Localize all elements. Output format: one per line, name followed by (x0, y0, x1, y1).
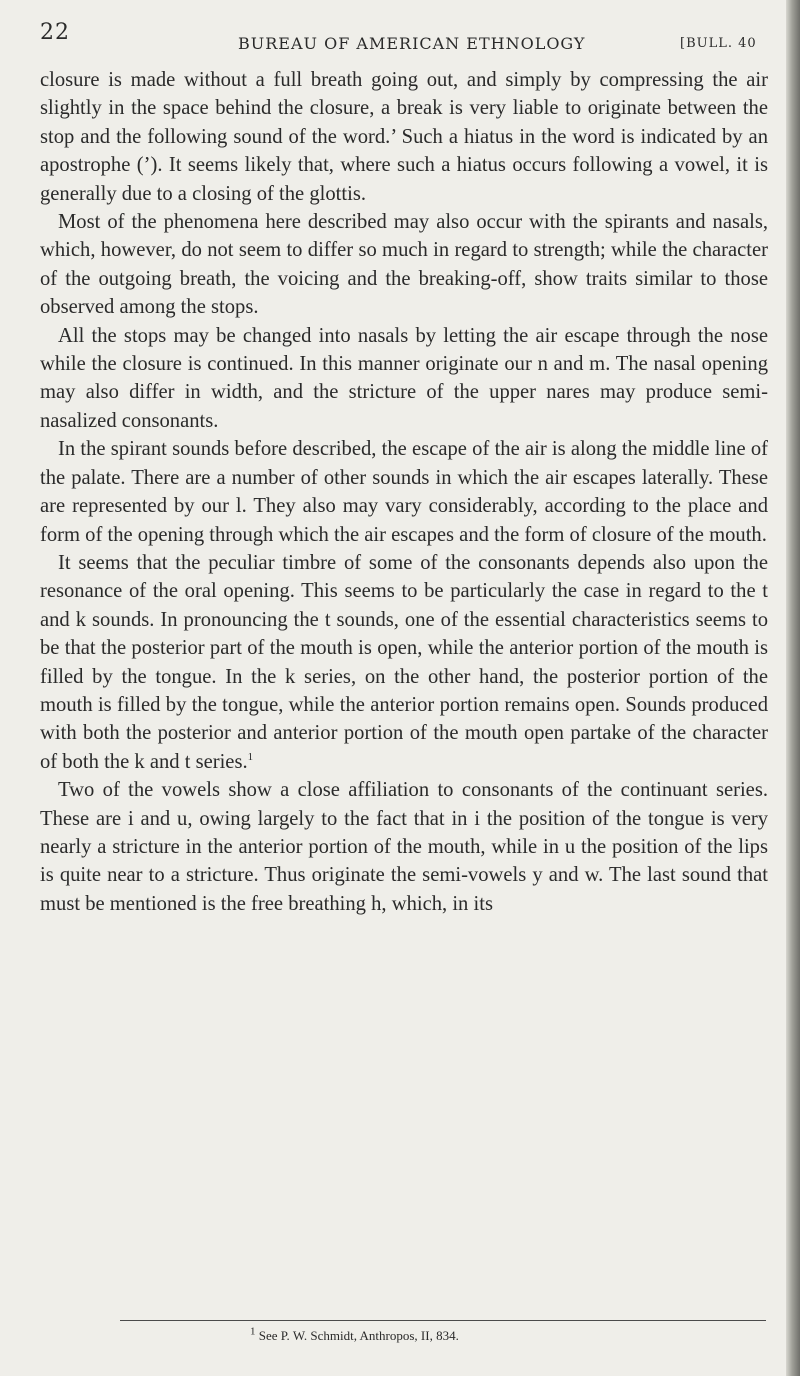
paragraph-text: All the stops may be changed into nasals by letting the air escape through the nose while the closure is continued. In this manner originate our n and m. The nasal opening may also differ in width, and the stricture of the upper nares may produce semi-nasalized consonants. (40, 324, 768, 432)
footnote-reference[interactable]: 1 (247, 750, 254, 763)
paragraph (40, 435, 768, 549)
footnote-text: See P. W. Schmidt, Anthropos, II, 834. (258, 1328, 459, 1343)
footnote-divider (120, 1320, 766, 1321)
footnote (250, 1325, 459, 1344)
paragraph-text: Two of the vowels show a close affiliation to consonants of the continuant series. These are i and u, owing largely to the fact that in i the position of the tongue is very nearly a stricture in the anterior portion of the mouth, while in u the position of the lips is quite near to a stricture. Thus originate the semi-vowels y and w. The last sound that must be mentioned is the free breathing h, which, in its (40, 779, 768, 915)
bulletin-number: [BULL. 40 (680, 36, 757, 51)
body-text (40, 66, 768, 918)
page-edge (786, 0, 800, 1376)
paragraph (40, 208, 768, 322)
paragraph (40, 776, 768, 918)
paragraph (40, 66, 768, 208)
paragraph (40, 322, 768, 436)
page-number: 22 (40, 20, 70, 45)
paragraph-text: In the spirant sounds before described, the escape of the air is along the middle line of the palate. There are a number of other sounds in which the air escapes laterally. These are represented by our l. They also may vary considerably, according to the place and form of the opening through which the air escapes and the form of closure of the mouth. (40, 438, 768, 546)
paragraph-text: closure is made without a full breath going out, and simply by compressing the air slightly in the space behind the closure, a break is very liable to originate between the stop and the following sound of the word.’ Such a hiatus in the word is indicated by an apostrophe (’). It seems likely that, where such a hiatus occurs following a vowel, it is generally due to a closing of the glottis. (40, 69, 768, 205)
footnote-marker: 1 (250, 1325, 256, 1338)
paragraph-text: It seems that the peculiar timbre of some of the consonants depends also upon the resonance of the oral opening. This seems to be particularly the case in regard to the t and k sounds. In pronouncing the t sounds, one of the essential characteristics seems to be that the posterior part of the mouth is open, while the anterior portion of the mouth is filled by the tongue. In the k series, on the other hand, the posterior portion of the mouth is filled by the tongue, while the anterior portion remains open. Sounds produced with both the posterior and anterior portion of the mouth open partake of the character of both the k and t series. (40, 551, 768, 773)
running-head: BUREAU OF AMERICAN ETHNOLOGY (238, 34, 586, 53)
paragraph-text: Most of the phenomena here described may also occur with the spirants and nasals, which, however, do not seem to differ so much in regard to strength; while the character of the outgoing breath, the voicing and the breaking-off, show traits similar to those observed among the stops. (40, 211, 768, 319)
page-header (40, 20, 760, 54)
paragraph (40, 549, 768, 776)
